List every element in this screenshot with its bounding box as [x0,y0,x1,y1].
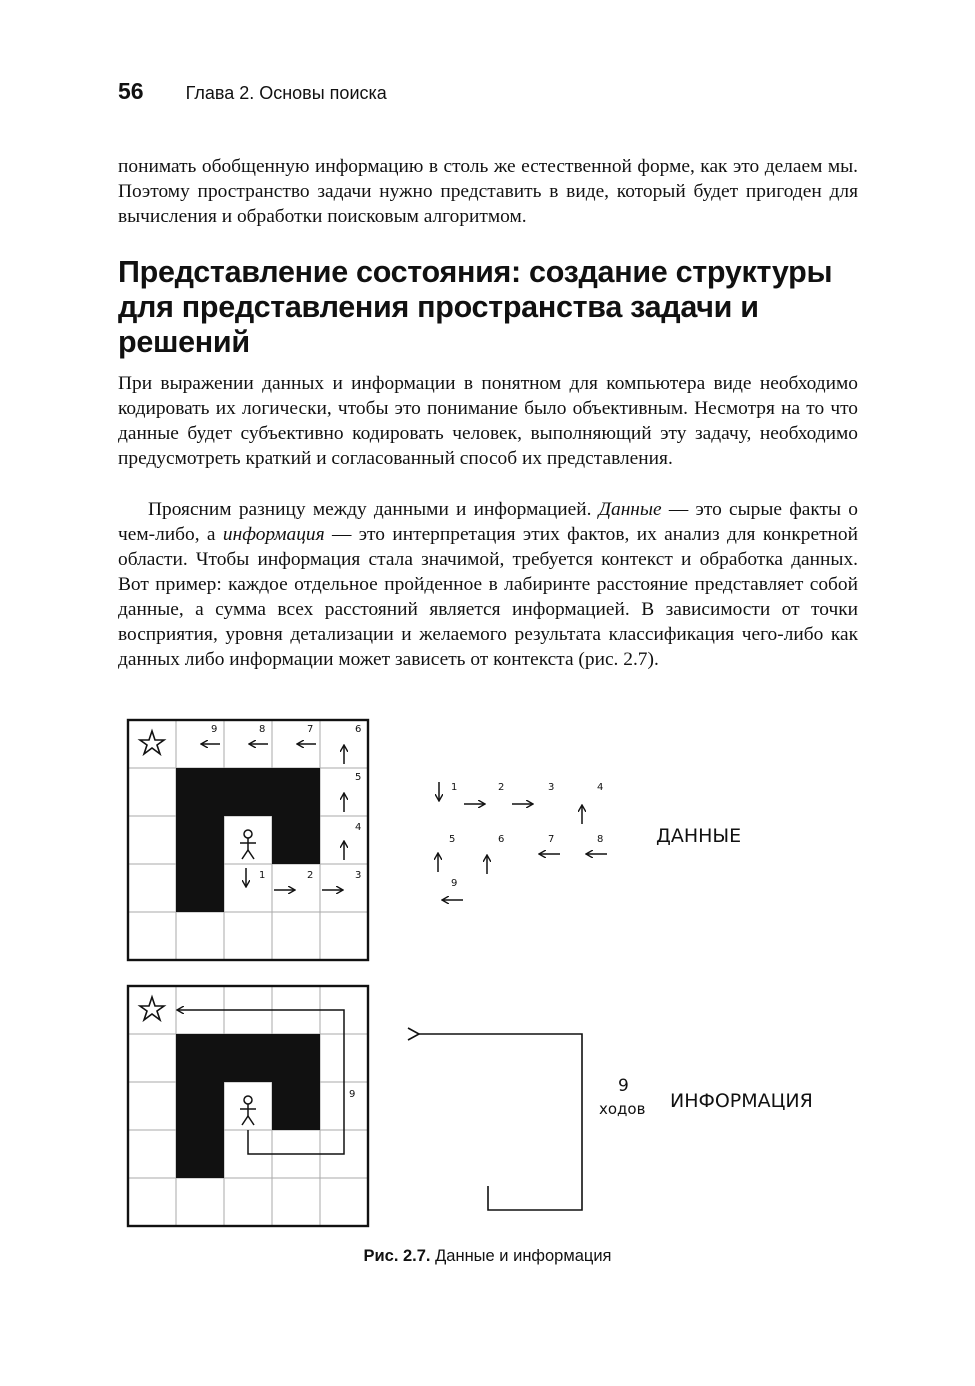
star-icon [140,731,164,754]
arrow-icon [438,782,607,900]
label-information: ИНФОРМАЦИЯ [670,1090,813,1112]
step-number: 5 [355,772,362,783]
caption-number: Рис. 2.7. [363,1247,431,1265]
page-number: 56 [118,78,144,104]
figure-drawing [118,710,858,1240]
step-number: 4 [597,782,604,793]
chapter-title: Глава 2. Основы поиска [185,83,387,103]
moves-count: 9 [618,1076,629,1096]
step-number: 3 [355,870,362,881]
step-number: 2 [307,870,314,881]
stick-figure-icon [240,830,256,859]
step-number: 8 [259,724,266,735]
moves-word: ходов [599,1100,646,1118]
paragraph-2-text-a: Проясним разницу между данными и информацией. [148,499,599,520]
intro-paragraph: понимать обобщенную информацию в столь же естественной форме, как это делаем мы. Поэтому пространство задачи нужно представить в виде, который будет пригоден для вычисления и обработки поисковым алгоритмом. [118,156,858,227]
body-paragraph-1: При выражении данных и информации в понятном для компьютера виде необходимо кодировать их логически, чтобы это понимание было объективным. Несмотря на то что данные будет субъективно кодировать человек, выполняющий эту задачу, необходимо предусмотреть краткий и согласованный способ их представления. [118,373,858,469]
info-path-line [418,1034,582,1210]
stick-figure-icon [240,1096,256,1125]
maze-information [128,986,368,1226]
figure-caption [0,1247,975,1266]
body-paragraph-2 [118,497,858,672]
step-number: 7 [548,834,555,845]
term-data: Данные [598,499,662,520]
route-length-label: 9 [349,1089,356,1100]
paragraph-2-text-c: — это интерпретация этих фактов, их анализ для конкретной области. Чтобы информация стала значимой, требуется контекст и обработка данных. Вот пример: каждое отдельное пройденное в лабиринте расстояние представляет собой данные, а сумма всех расстояний является информацией. В зависимости от точки восприятия, уровня детализации и желаемого результата классификация чего-либо как данных либо информации может зависеть от контекста (рис. 2.7). [118,524,858,670]
figure-2-7 [118,710,858,1240]
section-title: Представление состояния: создание структуры для представления пространства задачи и решений [118,255,833,359]
maze-data [128,720,368,960]
step-number: 4 [355,822,362,833]
step-number: 8 [597,834,604,845]
running-head [118,78,387,112]
step-number: 1 [451,782,458,793]
label-data: ДАННЫЕ [656,825,742,847]
star-icon [140,997,164,1020]
data-arrows [438,782,741,900]
step-number: 2 [498,782,505,793]
information-path [418,1034,813,1210]
step-number: 3 [548,782,555,793]
step-number: 9 [211,724,218,735]
term-information: информация [222,524,325,545]
step-number: 6 [355,724,362,735]
step-number: 1 [259,870,266,881]
data-step-numbers [449,782,603,889]
step-number: 6 [498,834,505,845]
paragraph-2-text-b: — это сырые факты о чем-либо, а [118,499,858,545]
step-number: 5 [449,834,456,845]
step-number: 9 [451,878,458,889]
caption-text: Данные и информация [430,1247,612,1265]
step-number: 7 [307,724,314,735]
